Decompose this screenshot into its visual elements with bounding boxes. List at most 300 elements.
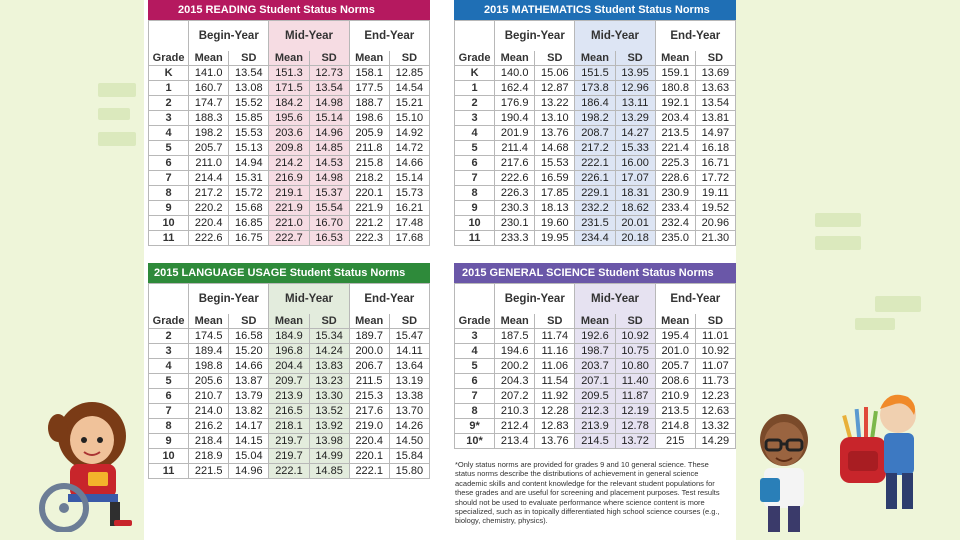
mean-cell: 192.6 [575, 329, 615, 344]
begin-year-header: Begin-Year [189, 21, 269, 52]
mean-cell: 222.6 [189, 231, 229, 246]
sd-cell: 13.52 [309, 404, 349, 419]
sd-cell: 16.58 [229, 329, 269, 344]
mean-cell: 217.6 [349, 404, 389, 419]
table-row [149, 201, 430, 216]
mean-cell: 222.6 [495, 171, 535, 186]
sd-cell: 15.72 [229, 186, 269, 201]
sd-cell: 15.14 [389, 171, 429, 186]
sd-cell: 13.72 [615, 434, 655, 449]
sd-cell: 15.14 [309, 111, 349, 126]
sd-cell: 16.21 [389, 201, 429, 216]
background-block [98, 83, 136, 97]
sd-cell: 10.80 [615, 359, 655, 374]
mean-cell: 214.0 [189, 404, 229, 419]
table-row [455, 389, 736, 404]
mean-header: Mean [575, 314, 615, 329]
sd-cell: 14.92 [389, 126, 429, 141]
mean-cell: 180.8 [655, 81, 695, 96]
mean-cell: 186.4 [575, 96, 615, 111]
mean-cell: 219.7 [269, 434, 309, 449]
table-row [149, 111, 430, 126]
table-row [149, 186, 430, 201]
grade-cell: 5 [455, 359, 495, 374]
sd-cell: 13.87 [229, 374, 269, 389]
table-row [455, 126, 736, 141]
mean-cell: 212.4 [495, 419, 535, 434]
sd-cell: 14.97 [695, 126, 735, 141]
sd-cell: 13.69 [695, 66, 735, 81]
mean-cell: 226.1 [575, 171, 615, 186]
grade-cell: 4 [149, 126, 189, 141]
mean-cell: 216.5 [269, 404, 309, 419]
blank-cell [149, 21, 189, 52]
table-row [149, 434, 430, 449]
sd-cell: 15.68 [229, 201, 269, 216]
boy-glasses-illustration [748, 410, 820, 535]
table-row [149, 96, 430, 111]
mean-cell: 210.7 [189, 389, 229, 404]
background-block [815, 236, 861, 250]
grade-header: Grade [149, 314, 189, 329]
mean-cell: 213.5 [655, 126, 695, 141]
grade-cell: 6 [149, 389, 189, 404]
sd-cell: 12.73 [309, 66, 349, 81]
grade-cell: 8 [455, 186, 495, 201]
sd-cell: 13.95 [615, 66, 655, 81]
blank-cell [455, 21, 495, 52]
mean-cell: 218.2 [349, 171, 389, 186]
mean-cell: 222.7 [269, 231, 309, 246]
grade-cell: 9 [149, 201, 189, 216]
sd-cell: 14.26 [389, 419, 429, 434]
sd-header: SD [695, 314, 735, 329]
table-row [149, 81, 430, 96]
mean-cell: 234.4 [575, 231, 615, 246]
sd-cell: 11.06 [535, 359, 575, 374]
mean-cell: 222.1 [575, 156, 615, 171]
sd-cell: 13.63 [695, 81, 735, 96]
mean-cell: 203.7 [575, 359, 615, 374]
mean-cell: 187.5 [495, 329, 535, 344]
mid-year-header: Mid-Year [269, 284, 349, 315]
science-title: 2015 GENERAL SCIENCE Student Status Norms [454, 263, 736, 283]
sd-cell: 16.85 [229, 216, 269, 231]
mean-header: Mean [269, 51, 309, 66]
table-row [149, 404, 430, 419]
sd-cell: 11.40 [615, 374, 655, 389]
sd-cell: 14.66 [389, 156, 429, 171]
sd-cell: 14.53 [309, 156, 349, 171]
mean-cell: 214.8 [655, 419, 695, 434]
sd-cell: 13.08 [229, 81, 269, 96]
table-row [455, 231, 736, 246]
sd-cell: 14.85 [309, 464, 349, 479]
mean-cell: 174.5 [189, 329, 229, 344]
mean-cell: 221.4 [655, 141, 695, 156]
table-row [149, 374, 430, 389]
mean-cell: 217.2 [575, 141, 615, 156]
table-row [455, 141, 736, 156]
mean-cell: 194.6 [495, 344, 535, 359]
mean-header: Mean [655, 51, 695, 66]
table-row [149, 344, 430, 359]
sd-cell: 14.68 [535, 141, 575, 156]
sd-cell: 20.96 [695, 216, 735, 231]
grade-cell: 11 [149, 231, 189, 246]
mean-cell: 218.4 [189, 434, 229, 449]
sd-cell: 14.98 [309, 171, 349, 186]
mean-cell: 208.7 [575, 126, 615, 141]
sd-cell: 15.53 [229, 126, 269, 141]
sd-cell: 14.50 [389, 434, 429, 449]
reading-body [149, 66, 430, 246]
end-year-header: End-Year [349, 284, 429, 315]
girl-wheelchair-illustration [30, 398, 140, 532]
sd-cell: 17.07 [615, 171, 655, 186]
mean-cell: 235.0 [655, 231, 695, 246]
grade-cell: 10 [455, 216, 495, 231]
reading-table [148, 20, 430, 246]
mean-cell: 220.1 [349, 449, 389, 464]
mean-cell: 219.1 [269, 186, 309, 201]
table-row [455, 201, 736, 216]
sd-cell: 11.74 [535, 329, 575, 344]
mean-cell: 233.4 [655, 201, 695, 216]
sd-cell: 11.01 [695, 329, 735, 344]
language-body [149, 329, 430, 479]
sd-cell: 15.37 [309, 186, 349, 201]
table-row [455, 419, 736, 434]
mean-header: Mean [495, 314, 535, 329]
table-row [455, 216, 736, 231]
grade-cell: 1 [149, 81, 189, 96]
sd-cell: 15.04 [229, 449, 269, 464]
table-row [455, 374, 736, 389]
grade-header: Grade [455, 51, 495, 66]
sd-cell: 14.24 [309, 344, 349, 359]
mean-cell: 230.3 [495, 201, 535, 216]
science-table [454, 283, 736, 449]
mean-cell: 206.7 [349, 359, 389, 374]
table-row [455, 171, 736, 186]
grade-cell: 6 [149, 156, 189, 171]
grade-cell: 5 [149, 141, 189, 156]
sd-header: SD [695, 51, 735, 66]
mean-cell: 195.4 [655, 329, 695, 344]
sd-cell: 13.11 [615, 96, 655, 111]
table-row [149, 126, 430, 141]
mean-cell: 158.1 [349, 66, 389, 81]
mean-cell: 188.3 [189, 111, 229, 126]
mean-cell: 215.8 [349, 156, 389, 171]
mean-cell: 188.7 [349, 96, 389, 111]
table-row [455, 434, 736, 449]
mean-cell: 174.7 [189, 96, 229, 111]
mean-cell: 214.2 [269, 156, 309, 171]
grade-cell: 10* [455, 434, 495, 449]
sd-cell: 21.30 [695, 231, 735, 246]
mean-cell: 221.5 [189, 464, 229, 479]
mid-year-header: Mid-Year [575, 21, 655, 52]
mean-cell: 214.5 [575, 434, 615, 449]
table-row [455, 66, 736, 81]
sd-header: SD [229, 314, 269, 329]
sd-cell: 13.32 [695, 419, 735, 434]
mean-cell: 221.0 [269, 216, 309, 231]
grade-cell: 11 [149, 464, 189, 479]
grade-cell: 4 [455, 344, 495, 359]
sd-cell: 16.59 [535, 171, 575, 186]
mean-cell: 211.0 [189, 156, 229, 171]
mean-cell: 210.9 [655, 389, 695, 404]
sd-cell: 16.71 [695, 156, 735, 171]
grade-cell: 3 [149, 111, 189, 126]
table-row [455, 404, 736, 419]
table-row [149, 329, 430, 344]
sd-cell: 15.73 [389, 186, 429, 201]
mean-cell: 190.4 [495, 111, 535, 126]
norms-sheet [144, 0, 736, 540]
sd-cell: 15.06 [535, 66, 575, 81]
sd-cell: 14.27 [615, 126, 655, 141]
sd-cell: 20.01 [615, 216, 655, 231]
grade-cell: 6 [455, 156, 495, 171]
table-row [149, 359, 430, 374]
mean-cell: 200.0 [349, 344, 389, 359]
sd-cell: 16.53 [309, 231, 349, 246]
table-row [455, 329, 736, 344]
sd-cell: 15.80 [389, 464, 429, 479]
sd-header: SD [389, 51, 429, 66]
mean-cell: 212.3 [575, 404, 615, 419]
mean-cell: 218.9 [189, 449, 229, 464]
sd-cell: 13.38 [389, 389, 429, 404]
mean-cell: 233.3 [495, 231, 535, 246]
grade-cell: 5 [149, 374, 189, 389]
sd-header: SD [535, 314, 575, 329]
end-year-header: End-Year [655, 284, 735, 315]
grade-cell: 3 [149, 344, 189, 359]
table-row [149, 171, 430, 186]
sd-cell: 15.13 [229, 141, 269, 156]
mean-cell: 151.3 [269, 66, 309, 81]
mean-cell: 217.2 [189, 186, 229, 201]
mean-cell: 214.4 [189, 171, 229, 186]
mean-cell: 177.5 [349, 81, 389, 96]
sd-cell: 13.92 [309, 419, 349, 434]
mid-year-header: Mid-Year [575, 284, 655, 315]
sd-cell: 15.21 [389, 96, 429, 111]
sd-cell: 14.17 [229, 419, 269, 434]
mean-cell: 216.2 [189, 419, 229, 434]
table-row [455, 111, 736, 126]
table-row [149, 389, 430, 404]
grade-cell: 10 [149, 216, 189, 231]
science-footnote: *Only status norms are provided for grades 9 and 10 general science. These status norms describe the distributions of achievement in general science academic skills and content knowledge for the relevant student populations for these grades and are useful for screening and placement purposes. Test results should not be used to evaluate performance where science content is more specialized, such as in topically differentiated high school science courses (e.g., biology, chemistry, physics). [455, 460, 720, 526]
sd-cell: 13.10 [535, 111, 575, 126]
sd-cell: 11.16 [535, 344, 575, 359]
sd-header: SD [229, 51, 269, 66]
blank-cell [149, 284, 189, 315]
mean-cell: 203.6 [269, 126, 309, 141]
mean-cell: 222.1 [349, 464, 389, 479]
grade-cell: 3 [455, 329, 495, 344]
sd-cell: 19.60 [535, 216, 575, 231]
sd-cell: 11.92 [535, 389, 575, 404]
mean-cell: 230.9 [655, 186, 695, 201]
sd-cell: 14.96 [309, 126, 349, 141]
mean-header: Mean [189, 314, 229, 329]
sd-cell: 14.66 [229, 359, 269, 374]
sd-cell: 14.96 [229, 464, 269, 479]
mean-cell: 221.2 [349, 216, 389, 231]
sd-cell: 15.10 [389, 111, 429, 126]
mean-cell: 200.2 [495, 359, 535, 374]
table-row [149, 216, 430, 231]
table-row [455, 81, 736, 96]
mean-cell: 219.7 [269, 449, 309, 464]
mean-cell: 225.3 [655, 156, 695, 171]
mean-cell: 201.0 [655, 344, 695, 359]
sd-cell: 15.47 [389, 329, 429, 344]
mean-header: Mean [495, 51, 535, 66]
math-table [454, 20, 736, 246]
sd-cell: 13.54 [309, 81, 349, 96]
mean-cell: 141.0 [189, 66, 229, 81]
sd-cell: 14.54 [389, 81, 429, 96]
science-body [455, 329, 736, 449]
sd-cell: 14.94 [229, 156, 269, 171]
mean-cell: 211.5 [349, 374, 389, 389]
end-year-header: End-Year [655, 21, 735, 52]
grade-cell: 8 [455, 404, 495, 419]
sd-cell: 18.62 [615, 201, 655, 216]
grade-cell: K [149, 66, 189, 81]
sd-cell: 11.87 [615, 389, 655, 404]
sd-cell: 12.19 [615, 404, 655, 419]
grade-cell: 9 [455, 201, 495, 216]
begin-year-header: Begin-Year [189, 284, 269, 315]
sd-cell: 13.98 [309, 434, 349, 449]
mean-cell: 232.2 [575, 201, 615, 216]
sd-cell: 13.19 [389, 374, 429, 389]
grade-cell: 7 [149, 171, 189, 186]
mean-cell: 151.5 [575, 66, 615, 81]
reading-norms-panel [148, 0, 430, 246]
mean-cell: 220.2 [189, 201, 229, 216]
mean-cell: 204.4 [269, 359, 309, 374]
mean-cell: 189.7 [349, 329, 389, 344]
sd-cell: 13.79 [229, 389, 269, 404]
mean-cell: 162.4 [495, 81, 535, 96]
mean-cell: 216.9 [269, 171, 309, 186]
science-norms-panel [454, 263, 736, 449]
mean-cell: 213.9 [575, 419, 615, 434]
sd-cell: 14.29 [695, 434, 735, 449]
mean-cell: 222.3 [349, 231, 389, 246]
table-row [149, 66, 430, 81]
sd-cell: 12.23 [695, 389, 735, 404]
sd-cell: 15.31 [229, 171, 269, 186]
sd-cell: 10.75 [615, 344, 655, 359]
sd-cell: 14.99 [309, 449, 349, 464]
sd-cell: 16.18 [695, 141, 735, 156]
sd-cell: 13.30 [309, 389, 349, 404]
background-block [98, 132, 136, 146]
grade-cell: 2 [455, 96, 495, 111]
sd-cell: 12.78 [615, 419, 655, 434]
sd-header: SD [389, 314, 429, 329]
mean-cell: 213.4 [495, 434, 535, 449]
sd-header: SD [309, 51, 349, 66]
sd-cell: 15.54 [309, 201, 349, 216]
sd-cell: 11.73 [695, 374, 735, 389]
mean-cell: 230.1 [495, 216, 535, 231]
table-row [149, 464, 430, 479]
sd-cell: 10.92 [695, 344, 735, 359]
mean-cell: 198.2 [189, 126, 229, 141]
sd-cell: 14.72 [389, 141, 429, 156]
mean-cell: 207.2 [495, 389, 535, 404]
grade-cell: 7 [455, 389, 495, 404]
mean-cell: 198.6 [349, 111, 389, 126]
background-block [875, 296, 921, 312]
sd-header: SD [535, 51, 575, 66]
mean-cell: 205.9 [349, 126, 389, 141]
table-row [455, 344, 736, 359]
sd-cell: 17.72 [695, 171, 735, 186]
table-row [149, 156, 430, 171]
mean-cell: 215 [655, 434, 695, 449]
sd-cell: 13.54 [695, 96, 735, 111]
background-block [855, 318, 895, 330]
reading-title: 2015 READING Student Status Norms [148, 0, 430, 20]
blank-cell [455, 284, 495, 315]
mean-cell: 204.3 [495, 374, 535, 389]
table-row [455, 96, 736, 111]
mean-cell: 198.2 [575, 111, 615, 126]
mean-cell: 209.7 [269, 374, 309, 389]
math-title: 2015 MATHEMATICS Student Status Norms [454, 0, 736, 20]
language-table [148, 283, 430, 479]
mean-cell: 221.9 [349, 201, 389, 216]
sd-cell: 12.96 [615, 81, 655, 96]
mean-cell: 209.5 [575, 389, 615, 404]
table-row [149, 231, 430, 246]
mean-cell: 211.8 [349, 141, 389, 156]
grade-header: Grade [455, 314, 495, 329]
mean-cell: 195.6 [269, 111, 309, 126]
sd-cell: 10.92 [615, 329, 655, 344]
table-row [455, 186, 736, 201]
mean-header: Mean [655, 314, 695, 329]
mean-cell: 222.1 [269, 464, 309, 479]
background-block [815, 213, 861, 227]
mean-cell: 205.7 [655, 359, 695, 374]
mean-cell: 213.5 [655, 404, 695, 419]
grade-cell: 2 [149, 96, 189, 111]
mean-cell: 220.4 [189, 216, 229, 231]
grade-header: Grade [149, 51, 189, 66]
mean-header: Mean [575, 51, 615, 66]
end-year-header: End-Year [349, 21, 429, 52]
mean-cell: 201.9 [495, 126, 535, 141]
mean-cell: 219.0 [349, 419, 389, 434]
sd-cell: 15.84 [389, 449, 429, 464]
sd-cell: 18.13 [535, 201, 575, 216]
mean-cell: 217.6 [495, 156, 535, 171]
